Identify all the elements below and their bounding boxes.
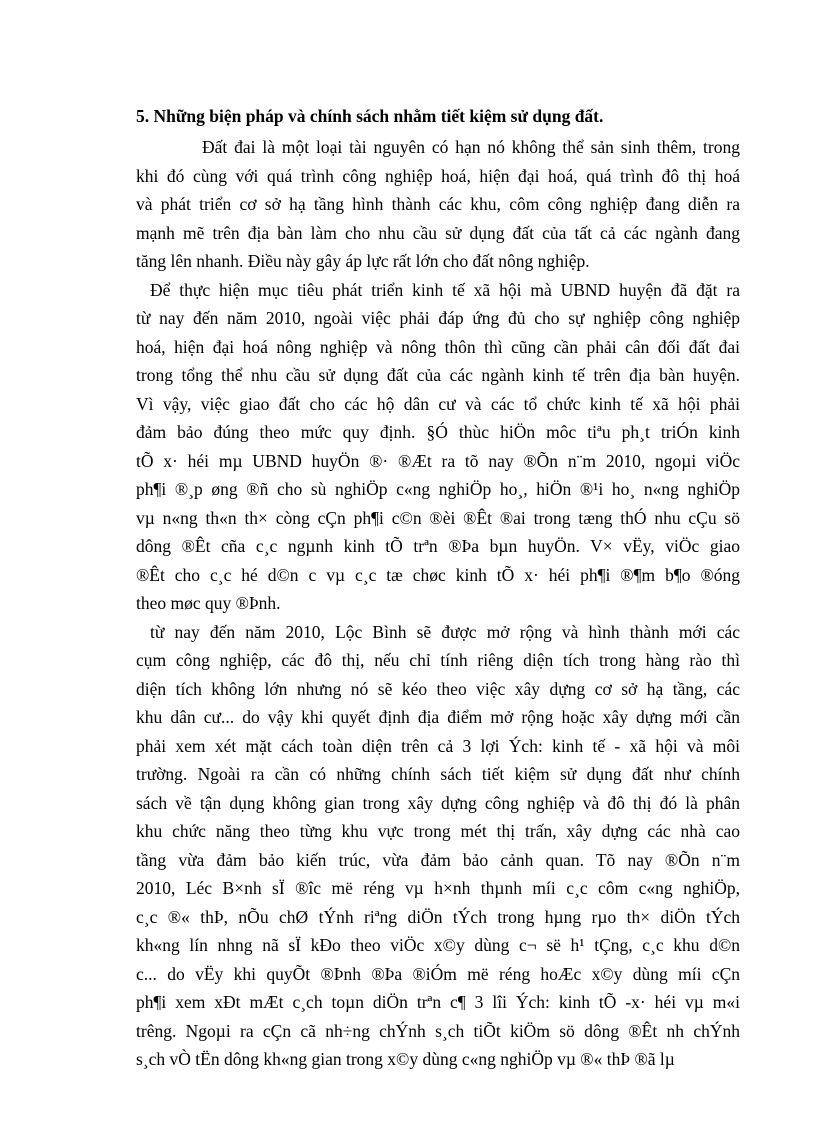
text-line: khi đó cùng với quá trình công nghiệp hoá, hiện đại hoá, quá trình đô thị hoá [136, 165, 740, 186]
text-line: đảm bảo đúng theo mức quy định. §Ó thùc hiÖn môc tiªu ph¸t triÓn kinh [136, 422, 740, 442]
paragraph-3 [136, 618, 740, 1074]
text-line: cụm công nghiệp, các đô thị, nếu chỉ tính riêng diện tích trong hàng rào thì [136, 650, 740, 670]
text-line: Để thực hiện mục tiêu phát triển kinh tế xã hội mà UBND huyện đã đặt ra [150, 279, 740, 300]
text-line: Vì vậy, việc giao đất cho các hộ dân cư và các tổ chức kinh tế xã hội phải [136, 393, 740, 414]
text-line: diện tích không lớn nhưng nó sẽ kéo theo việc xây dựng cơ sở hạ tầng, các [136, 678, 740, 699]
text-line: c... do vËy khi quyÕt ®Þnh ®Þa ®iÓm më réng hoÆc x©y dùng míi cÇn [136, 963, 740, 984]
text-line: sách về tận dụng không gian trong xây dựng công nghiệp và đô thị đó là phân [136, 792, 740, 813]
section-heading: 5. Những biện pháp và chính sách nhằm tiết kiệm sử dụng đất. [136, 106, 604, 126]
text-line: và phát triển cơ sở hạ tầng hình thành các khu, côm công nghiệp đang diễn ra [136, 194, 740, 214]
document-page [136, 104, 740, 1074]
text-line: ®Êt cho c¸c hé d©n c vµ c¸c tæ chøc kinh tÕ x· héi ph¶i ®¶m b¶o ®óng [136, 564, 740, 585]
text-line: từ nay đến năm 2010, ngoài việc phải đáp ứng đủ cho sự nghiệp công nghiệp [136, 308, 740, 328]
text-line: theo møc quy ®Þnh. [136, 593, 281, 613]
text-line: tÕ x· héi mµ UBND huyÖn ®· ®Æt ra tõ nay ®Õn n¨m 2010, ngoµi viÖc [136, 450, 740, 471]
text-line: s¸ch vÒ tËn dông kh«ng gian trong x©y dùng c«ng nghiÖp vµ ®« thÞ ®ã lµ [136, 1049, 675, 1069]
text-line: c¸c ®« thÞ, nÕu chØ tÝnh riªng diÖn tÝch trong hµng rµo th× diÖn tÝch [136, 906, 740, 927]
paragraph-2 [136, 276, 740, 618]
text-line: khu chức năng theo từng khu vực trong mét thị trấn, xây dựng các nhà cao [136, 821, 740, 841]
text-line: khu dân cư... do vậy khi quyết định địa điểm mở rộng hoặc xây dựng mới cần [136, 707, 740, 727]
text-line: phải xem xét mặt cách toàn diện trên cả 3 lợi Ých: kinh tế - xã hội và môi [136, 735, 740, 756]
text-line: trêng. Ngoµi ra cÇn cã nh÷ng chÝnh s¸ch tiÕt kiÖm sö dông ®Êt nh chÝnh [136, 1020, 740, 1041]
text-line: tầng vừa đảm bảo kiến trúc, vừa đảm bảo cảnh quan. Tõ nay ®Õn n¨m [136, 849, 740, 870]
text-line: hoá, hiện đại hoá nông nghiệp và nông thôn thì cũng cần phải cân đối đất đai [136, 336, 740, 357]
text-line: dông ®Êt cña c¸c ngµnh kinh tÕ trªn ®Þa bµn huyÖn. V× vËy, viÖc giao [136, 536, 740, 556]
text-line: tăng lên nhanh. Điều này gây áp lực rất lớn cho đất nông nghiệp. [136, 251, 590, 271]
text-line: vµ n«ng th«n th× còng cÇn ph¶i c©n ®èi ®Êt ®ai trong tæng thÓ nhu cÇu sö [136, 507, 740, 528]
text-line: kh«ng lín nhng nã sÏ kÐo theo viÖc x©y dùng c¬ së h¹ tÇng, c¸c khu d©n [136, 935, 740, 955]
text-line: từ nay đến năm 2010, Lộc Bình sẽ được mở rộng và hình thành mới các [150, 621, 740, 642]
paragraph-1 [136, 133, 740, 276]
text-line: trong tổng thể nhu cầu sử dụng đất của các ngành kinh tế trên địa bàn huyện. [136, 365, 740, 385]
text-line: mạnh mẽ trên địa bàn làm cho nhu cầu sử dụng đất của tất cả các ngành đang [136, 222, 740, 243]
text-line: trường. Ngoài ra cần có những chính sách tiết kiệm sử dụng đất như chính [136, 764, 740, 784]
text-line: ph¶i xem xÐt mÆt c¸ch toµn diÖn trªn c¶ 3 lîi Ých: kinh tÕ -x· héi vµ m«i [136, 992, 740, 1012]
text-line: Đất đai là một loại tài nguyên có hạn nó không thể sản sinh thêm, trong [202, 137, 740, 157]
text-line: 2010, Léc B×nh sÏ ®îc më réng vµ h×nh thµnh míi c¸c côm c«ng nghiÖp, [136, 878, 740, 898]
text-line: ph¶i ®¸p øng ®ñ cho sù nghiÖp c«ng nghiÖp ho¸, hiÖn ®¹i ho¸ n«ng nghiÖp [136, 479, 740, 499]
